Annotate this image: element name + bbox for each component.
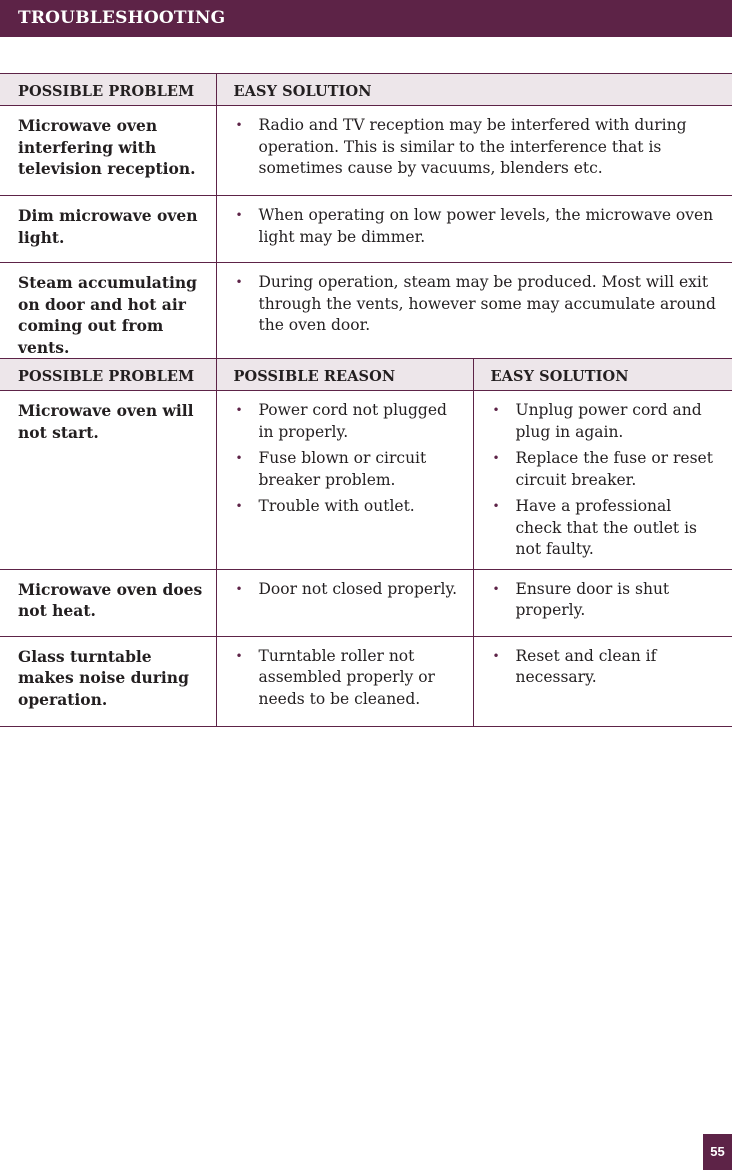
list-item [491,448,723,491]
bullet-icon: • [235,581,243,596]
bullet-icon: • [492,451,500,465]
table-row [0,636,732,726]
solution-cell [473,569,732,636]
solution-text: During operation, steam may be produced. Most will exit through the vents, however some may accumulate around the oven door. [258,273,716,334]
bullet-icon: • [235,403,243,417]
problem-cell: Dim microwave oven light. [0,196,216,263]
bullet-icon: • [235,118,243,132]
reason-text: Power cord not plugged in properly. [258,401,447,441]
solution-text: Replace the fuse or reset circuit breaker. [515,449,713,489]
solution-text: When operating on low power levels, the microwave oven light may be dimmer. [258,206,714,246]
solution-cell [216,196,732,263]
problem-cell: Microwave oven does not heat. [0,569,216,636]
list-item [234,496,463,518]
bullet-icon: • [235,648,243,663]
list-item [234,272,719,337]
col-header-problem: POSSIBLE PROBLEM [0,359,216,391]
table-row [0,106,732,196]
col-header-reason: POSSIBLE REASON [216,359,473,391]
problem-cell: Steam accumulating on door and hot air coming out from vents. [0,263,216,359]
list-item [234,205,719,248]
reason-text: Trouble with outlet. [258,497,415,515]
solution-cell [473,636,732,726]
reason-cell [216,391,473,570]
solution-text: Ensure door is shut properly. [515,579,670,619]
bullet-icon: • [235,451,243,465]
page-title: TROUBLESHOOTING [18,8,226,28]
reason-text: Fuse blown or circuit breaker problem. [258,449,427,489]
col-header-problem: POSSIBLE PROBLEM [0,74,216,106]
solution-cell [473,391,732,570]
table-row [0,391,732,570]
reason-cell [216,636,473,726]
table-header-row [0,74,732,106]
solution-cell [216,263,732,359]
solution-text: Unplug power cord and plug in again. [515,401,702,441]
problem-cell: Microwave oven will not start. [0,391,216,570]
list-item [234,579,463,601]
list-item [491,579,723,622]
section-header-bar [0,0,732,37]
col-header-solution: EASY SOLUTION [216,74,732,106]
solution-cell [216,106,732,196]
reason-text: Door not closed properly. [258,579,458,598]
list-item [234,448,463,491]
list-item [234,646,463,711]
solution-text: Reset and clean if necessary. [515,646,657,686]
bullet-icon: • [235,499,243,513]
page-number-badge: 55 [703,1134,732,1170]
table-header-row [0,359,732,391]
table-row [0,569,732,636]
table-row [0,196,732,263]
troubleshooting-table [0,73,732,727]
list-item [234,115,719,180]
table-row [0,263,732,359]
solution-text: Have a professional check that the outlet is not faulty. [515,497,697,558]
col-header-solution: EASY SOLUTION [473,359,732,391]
reason-text: Turntable roller not assembled properly or needs to be cleaned. [258,646,435,708]
problem-cell: Glass turntable makes noise during operation. [0,636,216,726]
solution-text: Radio and TV reception may be interfered with during operation. This is similar to the interference that is sometimes cause by vacuums, blenders etc. [258,116,687,177]
bullet-icon: • [492,581,500,596]
bullet-icon: • [235,208,243,222]
bullet-icon: • [492,648,500,663]
reason-cell [216,569,473,636]
bullet-icon: • [492,403,500,417]
list-item [234,400,463,443]
bullet-icon: • [235,275,243,289]
list-item [491,400,723,443]
problem-cell: Microwave oven interfering with television reception. [0,106,216,196]
list-item [491,646,723,689]
bullet-icon: • [492,499,500,513]
list-item [491,496,723,561]
